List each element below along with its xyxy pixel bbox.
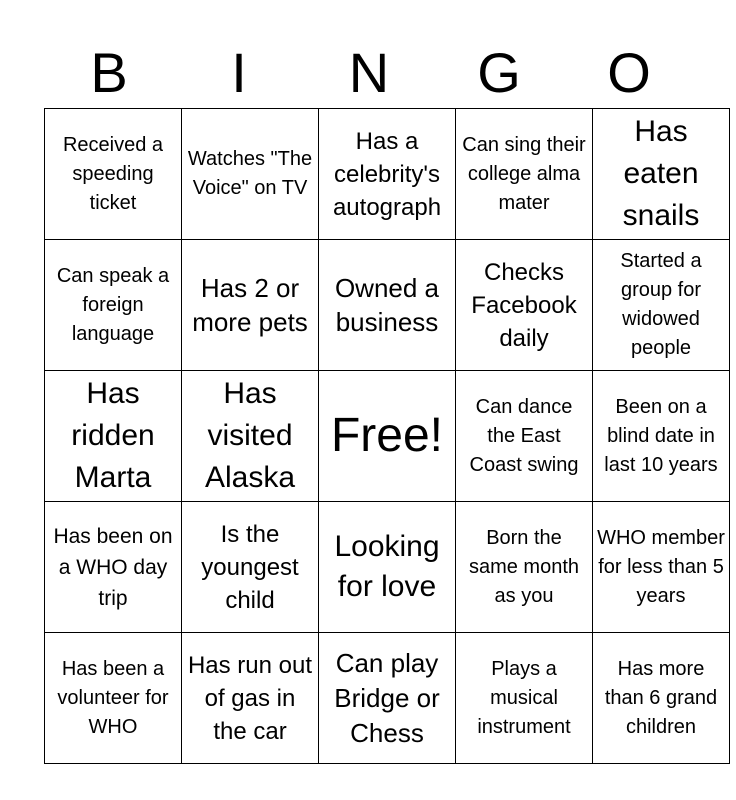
bingo-cell[interactable]: Has eaten snails — [593, 109, 730, 240]
board-row — [45, 240, 730, 371]
board-row — [45, 633, 730, 764]
bingo-cell[interactable]: Has ridden Marta — [45, 371, 182, 502]
header-letter-i: I — [231, 41, 247, 104]
bingo-cell[interactable]: Received a speeding ticket — [45, 109, 182, 240]
bingo-cell[interactable]: Checks Facebook daily — [456, 240, 593, 371]
bingo-cell[interactable]: Looking for love — [319, 502, 456, 633]
bingo-cell[interactable]: Plays a musical instrument — [456, 633, 593, 764]
bingo-cell[interactable]: Owned a business — [319, 240, 456, 371]
bingo-cell[interactable]: Has visited Alaska — [182, 371, 319, 502]
header-letter-o: O — [607, 41, 651, 104]
bingo-cell[interactable]: Can dance the East Coast swing — [456, 371, 593, 502]
header-letter-n: N — [348, 41, 390, 104]
bingo-cell[interactable]: Is the youngest child — [182, 502, 319, 633]
board-row — [45, 371, 730, 502]
bingo-cell[interactable]: Has 2 or more pets — [182, 240, 319, 371]
bingo-cell[interactable]: Has more than 6 grand children — [593, 633, 730, 764]
bingo-cell[interactable]: Been on a blind date in last 10 years — [593, 371, 730, 502]
board-row — [45, 109, 730, 240]
bingo-header — [44, 40, 694, 106]
bingo-cell[interactable]: Has been a volunteer for WHO — [45, 633, 182, 764]
bingo-cell[interactable]: Has a celebrity's autograph — [319, 109, 456, 240]
header-letter-g: G — [477, 41, 521, 104]
free-space[interactable]: Free! — [319, 371, 456, 502]
bingo-cell[interactable]: Watches "The Voice" on TV — [182, 109, 319, 240]
board-row — [45, 502, 730, 633]
bingo-cell[interactable]: Can speak a foreign language — [45, 240, 182, 371]
bingo-cell[interactable]: Can play Bridge or Chess — [319, 633, 456, 764]
header-letter-b: B — [90, 41, 128, 104]
bingo-cell[interactable]: Has been on a WHO day trip — [45, 502, 182, 633]
bingo-board — [44, 108, 730, 764]
bingo-cell[interactable]: Started a group for widowed people — [593, 240, 730, 371]
bingo-cell[interactable]: Has run out of gas in the car — [182, 633, 319, 764]
bingo-cell[interactable]: Born the same month as you — [456, 502, 593, 633]
bingo-cell[interactable]: Can sing their college alma mater — [456, 109, 593, 240]
bingo-cell[interactable]: WHO member for less than 5 years — [593, 502, 730, 633]
